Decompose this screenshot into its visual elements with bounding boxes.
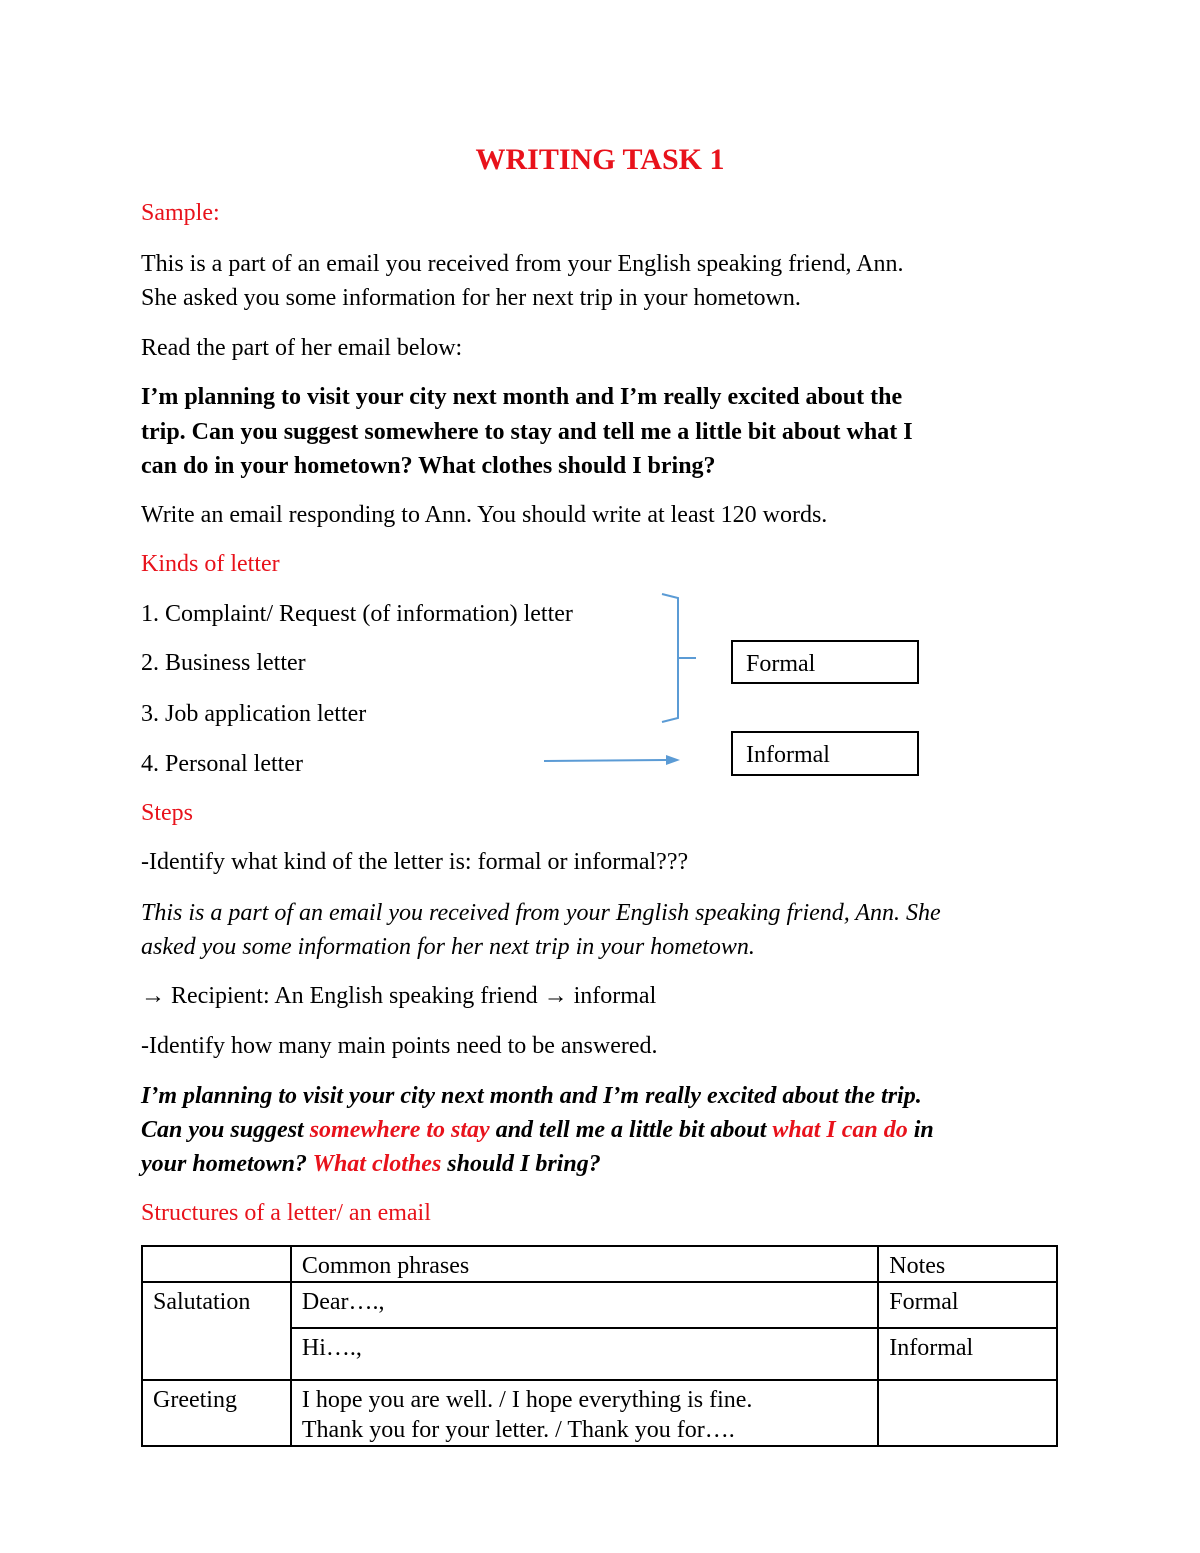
highlight-text: Can you suggest <box>141 1117 310 1143</box>
highlight-text: your hometown? <box>141 1151 313 1177</box>
page-title: WRITING TASK 1 <box>475 143 725 176</box>
right-arrow-icon: → <box>141 983 165 1009</box>
informal-label: Informal <box>746 742 830 768</box>
email-excerpt-line-1: I’m planning to visit your city next month and I’m really excited about the <box>141 384 903 410</box>
formal-box <box>731 640 919 684</box>
table-cell-phrase: Dear…., <box>291 1282 878 1328</box>
table-row <box>142 1282 1057 1328</box>
formal-bracket <box>662 594 696 722</box>
recipient-line <box>141 984 656 1008</box>
kinds-heading: Kinds of letter <box>141 551 280 577</box>
table-row <box>142 1380 1057 1446</box>
table-cell-phrase: Hi…., <box>291 1328 878 1380</box>
structures-table <box>141 1245 1058 1447</box>
personal-arrow-head <box>666 755 680 765</box>
table-cell-note: Formal <box>878 1282 1057 1328</box>
kind-item-4: 4. Personal letter <box>141 751 303 777</box>
table-header-row <box>142 1246 1057 1282</box>
highlight-text: and tell me a little bit about <box>489 1117 773 1143</box>
step1-quote-line-1: This is a part of an email you received from your English speaking friend, Ann. She <box>141 900 941 926</box>
email-excerpt-line-3: can do in your hometown? What clothes should I bring? <box>141 453 716 479</box>
highlight-text: should I bring? <box>441 1151 601 1177</box>
step-2: -Identify how many main points need to be answered. <box>141 1033 658 1059</box>
highlight-line-2 <box>141 1118 934 1142</box>
key-point-what-i-can-do: what I can do <box>772 1117 908 1143</box>
steps-heading: Steps <box>141 800 194 826</box>
table-cell-phrase <box>291 1380 878 1446</box>
recipient-result: informal <box>567 983 657 1009</box>
step1-quote-line-2: asked you some information for her next trip in your hometown. <box>141 934 755 960</box>
greeting-phrase-1: I hope you are well. / I hope everything is fine. <box>301 1387 753 1413</box>
kind-item-3: 3. Job application letter <box>141 701 367 727</box>
highlight-text: in <box>907 1117 934 1143</box>
intro-line-1: This is a part of an email you received from your English speaking friend, Ann. <box>141 251 904 277</box>
greeting-phrase-2: Thank you for your letter. / Thank you for…. <box>301 1417 735 1443</box>
structures-heading: Structures of a letter/ an email <box>141 1200 431 1226</box>
recipient-text: Recipient: An English speaking friend <box>165 983 544 1009</box>
sample-heading: Sample: <box>141 200 220 226</box>
read-instruction: Read the part of her email below: <box>141 335 463 361</box>
intro-line-2: She asked you some information for her next trip in your hometown. <box>141 285 801 311</box>
highlight-line-3 <box>141 1152 601 1176</box>
kind-item-1: 1. Complaint/ Request (of information) letter <box>141 601 573 627</box>
key-point-somewhere-to-stay: somewhere to stay <box>309 1117 490 1143</box>
write-instruction: Write an email responding to Ann. You should write at least 120 words. <box>141 502 828 528</box>
key-point-what-clothes: What clothes <box>312 1151 442 1177</box>
right-arrow-icon: → <box>543 983 568 1009</box>
step-1: -Identify what kind of the letter is: formal or informal??? <box>141 849 689 875</box>
email-excerpt-line-2: trip. Can you suggest somewhere to stay and tell me a little bit about what I <box>141 419 913 445</box>
greeting-label: Greeting <box>142 1380 291 1446</box>
personal-arrow-line <box>544 760 666 761</box>
table-header-cell <box>142 1246 291 1282</box>
table-header-cell: Common phrases <box>291 1246 878 1282</box>
salutation-label: Salutation <box>142 1282 291 1380</box>
kind-item-2: 2. Business letter <box>141 650 306 676</box>
table-cell-note <box>878 1380 1057 1446</box>
table-header-cell: Notes <box>878 1246 1057 1282</box>
highlight-line-1: I’m planning to visit your city next month and I’m really excited about the trip. <box>141 1083 922 1109</box>
table-cell-note: Informal <box>878 1328 1057 1380</box>
informal-box <box>731 731 919 776</box>
formal-label: Formal <box>746 651 816 677</box>
